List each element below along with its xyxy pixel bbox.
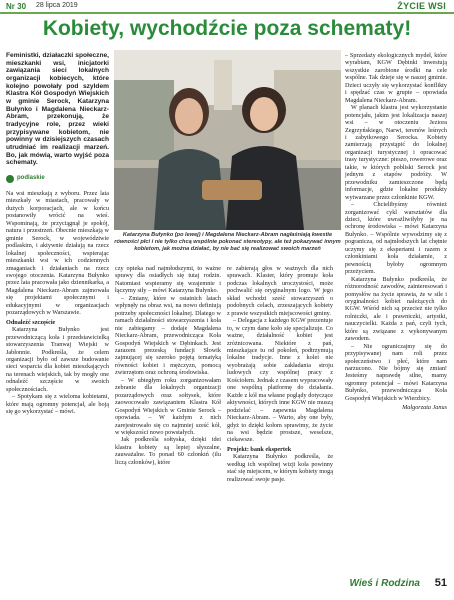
subheading: Projekt: bank ekspertek	[227, 445, 292, 453]
article-photo	[114, 50, 341, 230]
subheading: Odnaleźć szczęście	[6, 318, 56, 326]
magazine-brand: Wieś i Rodzina	[349, 578, 420, 589]
issue-number: Nr 30	[6, 2, 27, 11]
article-lead: Feministki, działaczki społeczne, mieszkanki wsi, inicjatorki zawiązania sieci lokalnych organizacji kobiecych, które kolejno powołały pod szyldem Klastra Kół Gospodyń Wiejskich w gminie Serock, Katarzyna Bułynko i Magdalena Nieckarz-Abram, przekonują, że tradycyjne role, przez wieki przypisywane kobietom, nie powinny w dzisiejszych czasach utrudniać im realizacji marzeń. Bo, jak mówią, warto wyjść poza schematy.	[6, 52, 109, 167]
photo-two-women	[114, 50, 341, 230]
paragraph: Katarzyna Bułynko podkreśla, że różnorodność zawodów, zainteresowań i pomysłów na życie sprawia, że w sile i oryginalności kobiet należących do KGW. Wśród nich są przecież nie tylko rolniczki, ale i prawniczki, artystki, nauczycielki. Każda z pań, czyli tych, które są związane z wykonywanym zawodem.	[345, 275, 447, 343]
paragraph: – W ubiegłym roku zorganizowałam zebranie dla lokalnych organizacji pozarządowych oraz sołtysek, które zaowocowało zawiązaniem Klastra Kół Gospodyń Wiejskich w Gminie Serock – opowiada. – W każdym z nich zarejestrowało się co najmniej sześć kół, w większości nowo powstałych.	[115, 376, 221, 436]
paragraph: – Chcielibyśmy również zorganizować cykl warsztatów dla dzieci, które uwrażliwiłyby je na ochronę środowiska – mówi Katarzyna Bułynko. – Wspólnie wywodzimy się z pogranicza, od najmłodszych lat chętnie uczymy się z ekspertami i razem z członkiniami koła działamie, z pewnością byłoby ogromnym przeżyciem.	[345, 201, 447, 276]
paragraph: re zabierają głos w ważnych dla nich sprawach. Klaster, który promuje koła podczas lokalnych uroczystości, może pochwalić się oryginalnym logo. W jego skład wchodzi sześć stowarzyszeń o podobnych celach, zrzeszających kobiety z prawie wszystkich miejscowości gminy.	[227, 265, 333, 317]
paragraph: – Zmiany, które w ostatnich latach wpłynęły na obraz wsi, na nowo definiują potrzeby społeczności lokalnej. Dlatego w ramach działalności stowarzyszenia i koła nie zabiegamy – dodaje Magdalena Nieckarz-Abram, przewodnicząca Koła Gospodyń Wiejskich w Dębinkach. Jest zarazem prezeską fundacji Słowik zajmującej się szeroko pojętą tematyką równości kobiet i mężczyzn, pomocą zwierzętom oraz ochroną środowiska.	[115, 294, 221, 377]
paragraph: – Delegacja z każdego KGW prezentuje to, w czym dane koło się specjalizuje. Co ważne, działalność kobiet jest zróżnicowana. Niektóre z pań, mieszkające tu od pokoleń, podtrzymują lokalne tradycje. Inne z kolei nie wyobrażają sobie zakładania stroju ludowych czy wspólnej pracy z Kościołem. Jednak z czasem wypracowały one wspólną platformę do działania. Każde z kół ma własne poglądy dotyczące aktywności, których inne KGW nie muszą podzielać – zapewnia Magdalena Nieckarz-Abram. – Warto, aby one były, gdyż to dzięki kołom sprawimy, że życie na wsi będzie prostsze, weselsze, ciekawsze.	[227, 317, 334, 444]
region-pin-icon	[6, 175, 14, 183]
author-signature: Małgorzata Janus	[402, 404, 447, 412]
article-title: Kobiety, wychodźcie poza schematy!	[42, 17, 412, 40]
column-3	[227, 265, 333, 575]
paragraph: – Sprzedaży ekologicznych mydeł, które wyrabiam, KGW Dębinki inwestują wszystkie zarobione środki na cele wspólne. Tak dzieje się w naszej gminie. Dzieci uczyły się wykorzystać konflikty i spędzać czas w grupie – opowiada Magdalena Nieckarz-Abram.	[345, 52, 447, 104]
paragraph: Katarzyna Bułynko podkreśla, że według ich wspólnej wizji koła powinny stać się miejscem, w którym kobiety mogą realizować swoje pasje.	[227, 453, 333, 483]
paragraph: – Spotykam się z wieloma kobietami, które mają ogromny potencjał, ale boją się go wykorzystać – mówi.	[6, 393, 109, 416]
paragraph: Katarzyna Bułynko jest przewodniczącą koła i przedstawicielką stowarzyszenia Tranwaj Wiejski w Jabłonnie. Podkreśla, że celem organizacji było od zawsze budowanie sieci wsparcia dla kobiet mieszkających na terenach wiejskich, tak by mogły one odnaleźć szczęście w swoich społecznościach.	[6, 326, 109, 393]
page-number: 51	[434, 577, 447, 589]
paragraph: W planach klastra jest wykorzystanie potencjału, jakim jest lokalizacja naszej wsi – w otoczeniu Jeziora Zegrzyńskiego, Narwi, terenów leśnych i zabytkowego Serocka. Kobiety zamierzają przystąpić do lokalnej organizacji turystycznej i opracować trasy turystyczne: pieszo, rowerowe oraz takie, w których pobliski Serock jest jednym z etapów podróży. W przewodniku zamieszczone będą informacje, gdzie lokalne produkty wytwarzane przez członkinie KGW.	[345, 104, 447, 201]
column-5	[345, 52, 447, 572]
paragraph: Na wsi mieszkają z wyboru. Przez lata mieszkały w miastach, pracowały w dużych korporacjach, ale w końcu postanowiły wrócić na wieś. Wspominają, że przyciągnął je spokój, natura i przestrzeń. Obecnie mieszkają w gminie Serock, w województwie podlaskim, i aktywnie działają na rzecz lokalnej społeczności, wspierając mieszkanki wsi w ich codziennych zmaganiach i działaniach na rzecz swojego otoczenia. Katarzyna Bułynko przez lata pracowała jako dziennikarka, a Magdalena Nieckarz-Abram zajmowała się projektami społecznymi i edukacyjnymi w organizacjach pozarządowych w Warszawie.	[6, 190, 109, 317]
column-1	[6, 190, 109, 590]
page-header	[0, 0, 454, 13]
paragraph: – Nie ograniczajmy się do przypisywanej nam roli przez społeczeństwo i płeć, które nam narzucono. Nie bójmy się zmian! Jesteśmy naprawdę silne, mamy ogromny potencjał – mówi Katarzyna Bułynko, przewodnicząca Koła Gospodyń Wiejskich w Wierzbicy.	[345, 342, 447, 402]
issue-date: 28 lipca 2019	[36, 2, 78, 9]
region-tag: podlaskie	[17, 175, 45, 181]
column-2	[115, 265, 221, 575]
paragraph: czy opieka nad najmłodszymi, to ważne sprawy dla osiadłych się tutaj rodzin. Natomiast wspieramy się wzajemnie i łączymy siły – mówi Katarzyna Bułynko.	[115, 265, 221, 295]
header-rule	[0, 12, 454, 14]
paragraph: Jak podkreśla sołtyska, dzięki idei klastra kobiety są lepiej słyszalne, zauważalne. To ponad 60 członkiń (ilu liczą członków), które	[115, 436, 221, 466]
section-name: ŻYCIE WSI	[397, 1, 446, 11]
photo-caption: Katarzyna Bułynko (po lewej) i Magdalena Nieckarz-Abram nagłaśniają kwestie równości płci i nie tylko chcą wspólnie pokonać stereotypy, ale też pokazywać innym kobietom, jak można działać, by nie bać się realizować swoich marzeń	[114, 232, 341, 252]
